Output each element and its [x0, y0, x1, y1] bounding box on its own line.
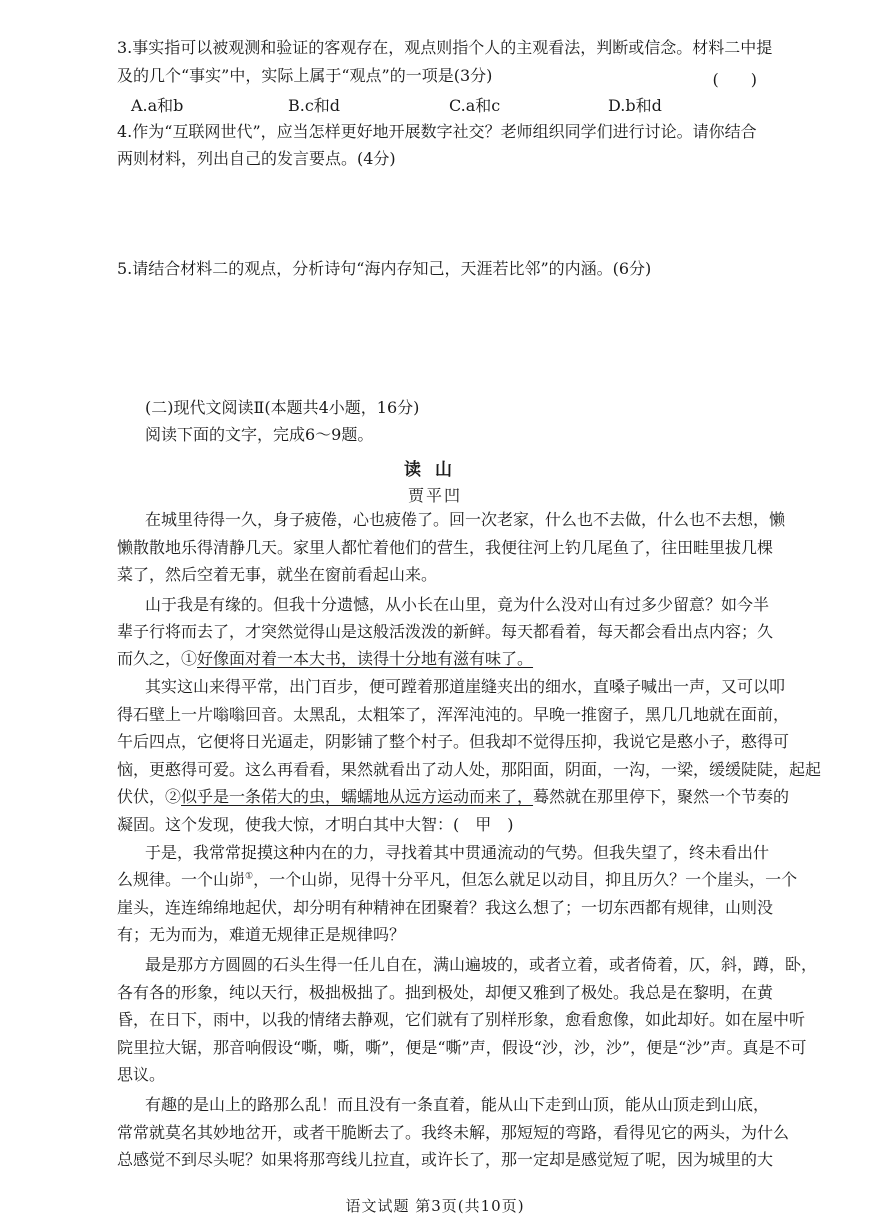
article-author: 贾平凹 — [407, 486, 462, 505]
q3-line-1: 3.事实指可以被观测和验证的客观存在，观点则指个人的主观看法，判断或信念。材料二中提 — [117, 38, 773, 57]
paragraph-5-line-2: 各有各的形象，纯以天行，极拙极拙了。拙到极处，却便又雅到了极处。我总是在黎明，在黄 — [117, 983, 774, 1002]
paragraph-5-line-1: 最是那方方圆圆的石头生得一任儿自在，满山遍坡的，或者立着，或者倚着，仄，斜，蹲，卧， — [145, 955, 818, 974]
paragraph-4-line-2 — [117, 870, 798, 890]
paragraph-5-line-4: 院里拉大锯，那音响假设“嘶，嘶，嘶”，便是“嘶”声，假设“沙，沙，沙”，便是“沙”声。真是不可 — [117, 1038, 807, 1057]
q3-answer-bracket: ( ) — [712, 70, 757, 89]
paragraph-4-line-1: 于是，我常常捉摸这种内在的力，寻找着其中贯通流动的气势。但我失望了，终未看出什 — [145, 843, 770, 862]
paragraph-1-line-1: 在城里待得一久，身子疲倦，心也疲倦了。回一次老家，什么也不去做，什么也不去想，懒 — [145, 510, 786, 529]
paragraph-1-line-2: 懒散散地乐得清静几天。家里人都忙着他们的营生，我便往河上钓几尾鱼了，往田畦里拔几棵 — [117, 538, 774, 557]
paragraph-1-line-3: 菜了，然后空着无事，就坐在窗前看起山来。 — [117, 565, 438, 584]
paragraph-2-line-1: 山于我是有缘的。但我十分遗憾，从小长在山里，竟为什么没对山有过多少留意？如今半 — [145, 595, 770, 614]
paragraph-4-line-4: 有；无为而为，难道无规律正是规律吗？ — [117, 925, 406, 944]
paragraph-3-line-1: 其实这山来得平常，出门百步，便可蹚着那道崖缝夹出的细水，直嗓子喊出一声，又可以叩 — [145, 677, 786, 696]
paragraph-3-line-4: 恼，更憨得可爱。这么再看看，果然就看出了动人处，那阳面，阴面，一沟，一梁，缓缓陡陡，起起 — [117, 760, 822, 779]
paragraph-3-line-2: 得石壁上一片嗡嗡回音。太黑乱，太粗笨了，浑浑沌沌的。早晚一推窗子，黑几几地就在面前， — [117, 705, 790, 724]
section-heading: (二)现代文阅读Ⅱ(本题共4小题，16分) — [145, 398, 420, 417]
paragraph-5-line-3: 昏，在日下，雨中，以我的情绪去静观，它们就有了别样形象，愈看愈像，如此却好。如在屋中听 — [117, 1010, 806, 1029]
footnote-marker: ① — [245, 871, 254, 882]
q3-line-2: 及的几个“事实”中，实际上属于“观点”的一项是(3分) — [117, 66, 493, 85]
q3-option-b: B.c和d — [288, 96, 341, 115]
paragraph-2-line-3-prefix: 而久之，① — [117, 649, 198, 668]
article-title: 读山 — [404, 460, 466, 480]
q4-line-1: 4.作为“互联网世代”，应当怎样更好地开展数字社交？老师组织同学们进行讨论。请你结合 — [117, 122, 757, 141]
paragraph-3-line-5-prefix: 伏伏，② — [117, 787, 182, 806]
q3-option-a: A.a和b — [131, 96, 184, 115]
paragraph-5-line-5: 思议。 — [117, 1065, 166, 1084]
paragraph-6-line-3: 总感觉不到尽头呢？如果将那弯线儿拉直，或许长了，那一定却是感觉短了呢，因为城里的大 — [117, 1150, 774, 1169]
paragraph-4-line-2-b: ，一个山峁，见得十分平凡，但怎么就足以动目，抑且历久？一个崖头，一个 — [253, 870, 798, 889]
underlined-sentence-2: 似乎是一条偌大的虫，蠕蠕地从远方运动而来了， — [181, 787, 534, 806]
paragraph-6-line-2: 常常就莫名其妙地岔开，或者干脆断去了。我终未解，那短短的弯路，看得见它的两头，为什么 — [117, 1123, 790, 1142]
paragraph-3-line-6: 凝固。这个发现，使我大惊，才明白其中大智：( 甲 ) — [117, 815, 514, 834]
paragraph-2-line-2: 辈子行将而去了，才突然觉得山是这般活泼泼的新鲜。每天都看着，每天都会看出点内容；久 — [117, 622, 774, 641]
paragraph-4-line-2-a: 么规律。一个山峁 — [117, 870, 246, 889]
paragraph-3-line-5-suffix: 蓦然就在那里停下，聚然一个节奏的 — [533, 787, 790, 806]
q4-line-2: 两则材料，列出自己的发言要点。(4分) — [117, 149, 396, 168]
paragraph-6-line-1: 有趣的是山上的路那么乱！而且没有一条直着，能从山下走到山顶，能从山顶走到山底， — [145, 1095, 770, 1114]
q3-options — [131, 93, 731, 113]
q5-line-1: 5.请结合材料二的观点，分析诗句“海内存知己，天涯若比邻”的内涵。(6分) — [117, 259, 652, 278]
paragraph-3-line-5 — [117, 787, 790, 807]
paragraph-2-line-3 — [117, 649, 757, 669]
paragraph-4-line-3: 崖头，连连绵绵地起伏，却分明有种精神在团聚着？我这么想了；一切东西都有规律，山则没 — [117, 898, 774, 917]
q3-option-c: C.a和c — [449, 96, 501, 115]
section-instruction: 阅读下面的文字，完成6～9题。 — [145, 425, 374, 444]
underlined-sentence-1: 好像面对着一本大书，读得十分地有滋有味了。 — [197, 649, 534, 668]
paragraph-3-line-3: 午后四点，它便将日光逼走，阴影铺了整个村子。但我却不觉得压抑，我说它是憨小子，憨得可 — [117, 732, 790, 751]
page-footer: 语文试题 第3页(共10页) — [345, 1197, 525, 1215]
q3-option-d: D.b和d — [608, 96, 662, 115]
